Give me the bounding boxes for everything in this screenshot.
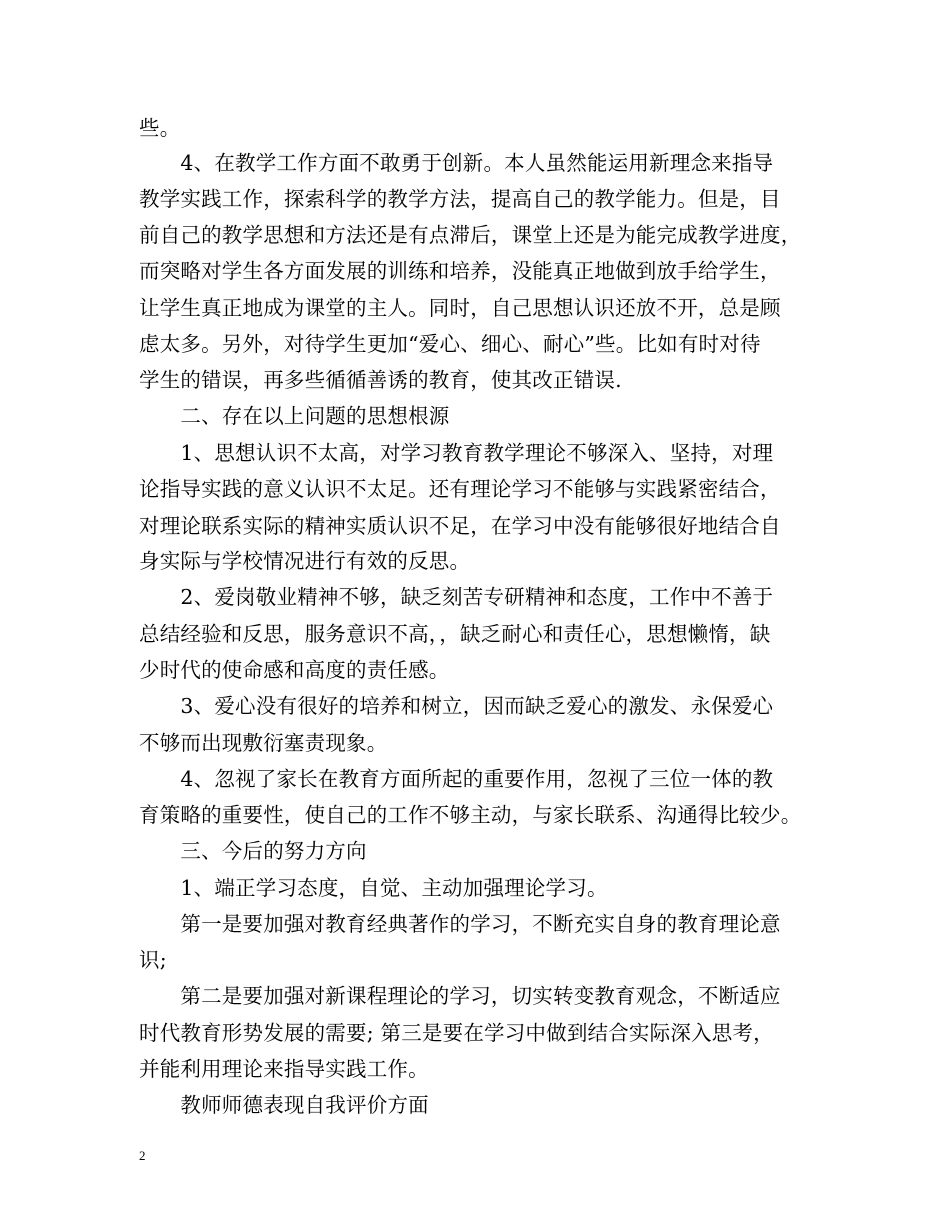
text-line: 2、爱岗敬业精神不够，缺乏刻苦专研精神和态度，工作中不善于 [139,585,774,609]
text-line: 前自己的教学思想和方法还是有点滞后，课堂上还是为能完成教学进度， [139,223,802,247]
text-line: 1、端正学习态度，自觉、主动加强理论学习。 [139,876,608,900]
text-line: 识; [139,948,167,972]
text-line: 1、思想认识不太高，对学习教育教学理论不够深入、坚持，对理 [139,441,774,465]
section-heading: 二、存在以上问题的思想根源 [139,404,450,428]
text-line: 不够而出现敷衍塞责现象。 [139,731,388,755]
text-line: 教师师德表现自我评价方面 [139,1093,429,1117]
text-line: 身实际与学校情况进行有效的反思。 [139,549,471,573]
section-heading: 三、今后的努力方向 [139,839,367,863]
text-line: 对理论联系实际的精神实质认识不足，在学习中没有能够很好地结合自 [139,514,781,538]
text-line: 时代教育形势发展的需要; 第三是要在学习中做到结合实际深入思考， [139,1021,774,1045]
text-line: 育策略的重要性，使自己的工作不够主动，与家长联系、沟通得比较少。 [139,803,802,827]
text-line: 4、在教学工作方面不敢勇于创新。本人虽然能运用新理念来指导 [139,151,774,175]
text-line: 4、忽视了家长在教育方面所起的重要作用，忽视了三位一体的教 [139,767,774,791]
text-line: 少时代的使命感和高度的责任感。 [139,658,450,682]
page-number: 2 [139,1148,146,1163]
text-line: 论指导实践的意义认识不太足。还有理论学习不能够与实践紧密结合， [139,477,781,501]
text-line: 并能利用理论来指导实践工作。 [139,1057,429,1081]
text-line: 让学生真正地成为课堂的主人。同时，自己思想认识还放不开，总是顾 [139,296,781,320]
text-line: 而突略对学生各方面发展的训练和培养，没能真正地做到放手给学生， [139,259,781,283]
text-line: 第一是要加强对教育经典著作的学习，不断充实自身的教育理论意 [139,912,781,936]
text-line: 3、爱心没有很好的培养和树立，因而缺乏爱心的激发、永保爱心 [139,694,774,718]
text-line: 些。 [139,116,181,140]
text-line: 学生的错误，再多些循循善诱的教育，使其改正错误. [139,368,622,392]
text-line: 总结经验和反思，服务意识不高，，缺乏耐心和责任心，思想懒惰，缺 [139,622,771,646]
text-line: 教学实践工作，探索科学的教学方法，提高自己的教学能力。但是，目 [139,187,781,211]
text-line: 虑太多。另外，对待学生更加“爱心、细心、耐心”些。比如有时对待 [139,332,761,356]
text-line: 第二是要加强对新课程理论的学习，切实转变教育观念，不断适应 [139,984,781,1008]
